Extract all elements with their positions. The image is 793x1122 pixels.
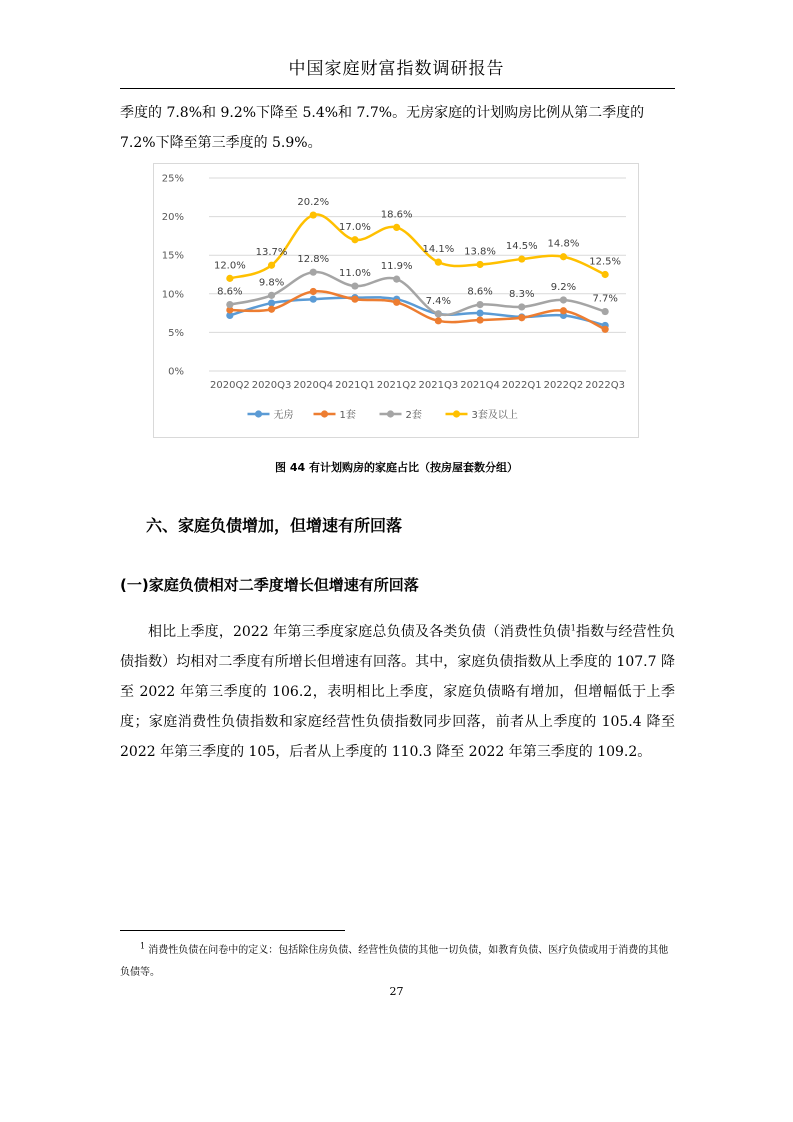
data-label: 13.7% <box>255 247 288 259</box>
data-point <box>310 288 317 295</box>
data-point <box>310 296 317 303</box>
section-title: 六、家庭负债增加，但增速有所回落 <box>146 516 403 535</box>
figure-caption: 图 44 有计划购房的家庭占比（按房屋套数分组） <box>275 461 518 474</box>
subsection-title: (一)家庭负债相对二季度增长但增速有所回落 <box>120 576 419 594</box>
data-label: 8.6% <box>217 286 243 298</box>
data-point <box>393 276 400 283</box>
data-point <box>226 275 233 282</box>
data-point <box>268 306 275 313</box>
data-label: 20.2% <box>297 197 330 209</box>
y-tick-label: 10% <box>161 289 184 301</box>
legend-label: 无房 <box>273 410 294 421</box>
paragraph-intro: 季度的 7.8%和 9.2%下降至 5.4%和 7.7%。无房家庭的计划购房比例从第二季度的 7.2%下降至第三季度的 5.9%。 <box>120 105 645 151</box>
data-label: 18.6% <box>380 209 413 221</box>
data-label: 8.3% <box>509 288 535 300</box>
legend-marker <box>321 410 328 417</box>
data-label: 14.8% <box>547 238 580 250</box>
y-tick-label: 25% <box>161 173 184 185</box>
data-point <box>602 271 609 278</box>
paragraph-debt-part1: 相比上季度，2022 年第三季度家庭总负债及各类负债（消费性负债 <box>148 624 571 640</box>
x-tick-label: 2022Q3 <box>585 380 625 391</box>
data-point <box>310 211 317 218</box>
data-label: 9.8% <box>258 277 285 289</box>
legend-marker <box>453 410 460 417</box>
data-label: 7.4% <box>425 295 452 307</box>
legend-marker <box>255 410 262 417</box>
legend-label: 3套及以上 <box>471 410 518 421</box>
footnote-text: 消费性负债在问卷中的定义：包括除住房负债、经营性负债的其他一切负债，如教育负债、医疗负债或用于消费的其他负债等。 <box>120 945 669 978</box>
data-point <box>602 326 609 333</box>
y-tick-label: 15% <box>161 250 184 262</box>
data-point <box>226 301 233 308</box>
data-point <box>268 292 275 299</box>
x-tick-label: 2020Q4 <box>293 380 334 391</box>
data-label: 17.0% <box>339 221 371 233</box>
x-tick-label: 2020Q3 <box>251 380 292 391</box>
data-point <box>476 301 483 308</box>
data-label: 8.6% <box>467 286 493 298</box>
data-point <box>351 236 358 243</box>
chart-canvas <box>154 164 638 437</box>
data-label: 13.8% <box>464 246 496 258</box>
legend-label: 2套 <box>405 410 422 421</box>
y-tick-label: 0% <box>168 366 184 378</box>
y-tick-label: 20% <box>161 212 184 224</box>
data-label: 11.0% <box>339 268 371 280</box>
page-header-title: 中国家庭财富指数调研报告 <box>288 59 505 79</box>
footnote-rule <box>120 930 345 931</box>
data-label: 14.5% <box>505 241 538 253</box>
data-label: 14.1% <box>422 244 455 256</box>
data-point <box>268 262 275 269</box>
data-point <box>435 317 442 324</box>
footnote-marker: 1 <box>140 941 146 951</box>
data-point <box>476 261 483 268</box>
data-point <box>393 224 400 231</box>
x-tick-label: 2021Q2 <box>376 380 417 391</box>
x-tick-label: 2021Q4 <box>460 380 500 391</box>
data-point <box>560 296 567 303</box>
paragraph-debt <box>120 617 675 767</box>
line-chart <box>153 163 639 438</box>
data-point <box>393 299 400 306</box>
footnote-ref[interactable]: 1 <box>570 623 576 633</box>
data-label: 7.7% <box>592 293 618 305</box>
data-point <box>310 269 317 276</box>
data-point <box>518 314 525 321</box>
data-point <box>560 307 567 314</box>
data-point <box>476 310 483 317</box>
x-tick-label: 2022Q2 <box>543 380 584 391</box>
data-point <box>518 303 525 310</box>
y-tick-label: 5% <box>168 327 184 339</box>
data-point <box>268 299 275 306</box>
data-point <box>602 308 609 315</box>
data-point <box>476 316 483 323</box>
data-point <box>351 282 358 289</box>
x-tick-label: 2022Q1 <box>501 380 542 391</box>
page-number: 27 <box>389 985 404 998</box>
data-point <box>351 296 358 303</box>
legend-marker <box>387 410 394 417</box>
x-tick-label: 2021Q1 <box>335 380 375 391</box>
data-label: 11.9% <box>380 261 413 273</box>
data-point <box>560 253 567 260</box>
footnote <box>120 940 675 984</box>
paragraph-debt-part2: 指数与经营性负债指数）均相对二季度有所增长但增速有回落。其中，家庭负债指数从上季度的 107.7 降至 2022 年第三季度的 106.2，表明相比上季度，家庭负债略有增加，但增幅低于上季度；家庭消费性负债指数和家庭经营性负债指数同步回落，前者从上季度的 105.4 降至 2022 年第三季度的 105，后者从上季度的 110.3 降至 2022 年第三季度的 109.2。 <box>120 624 676 760</box>
header-rule <box>120 88 675 89</box>
data-label: 12.0% <box>213 260 246 272</box>
data-label: 12.5% <box>589 256 622 268</box>
legend-label: 1套 <box>339 410 356 421</box>
data-label: 12.8% <box>297 254 330 266</box>
x-tick-label: 2020Q2 <box>210 380 250 391</box>
data-label: 9.2% <box>550 281 577 293</box>
x-tick-label: 2021Q3 <box>418 380 459 391</box>
data-point <box>435 310 442 317</box>
data-point <box>435 259 442 266</box>
data-point <box>518 255 525 262</box>
